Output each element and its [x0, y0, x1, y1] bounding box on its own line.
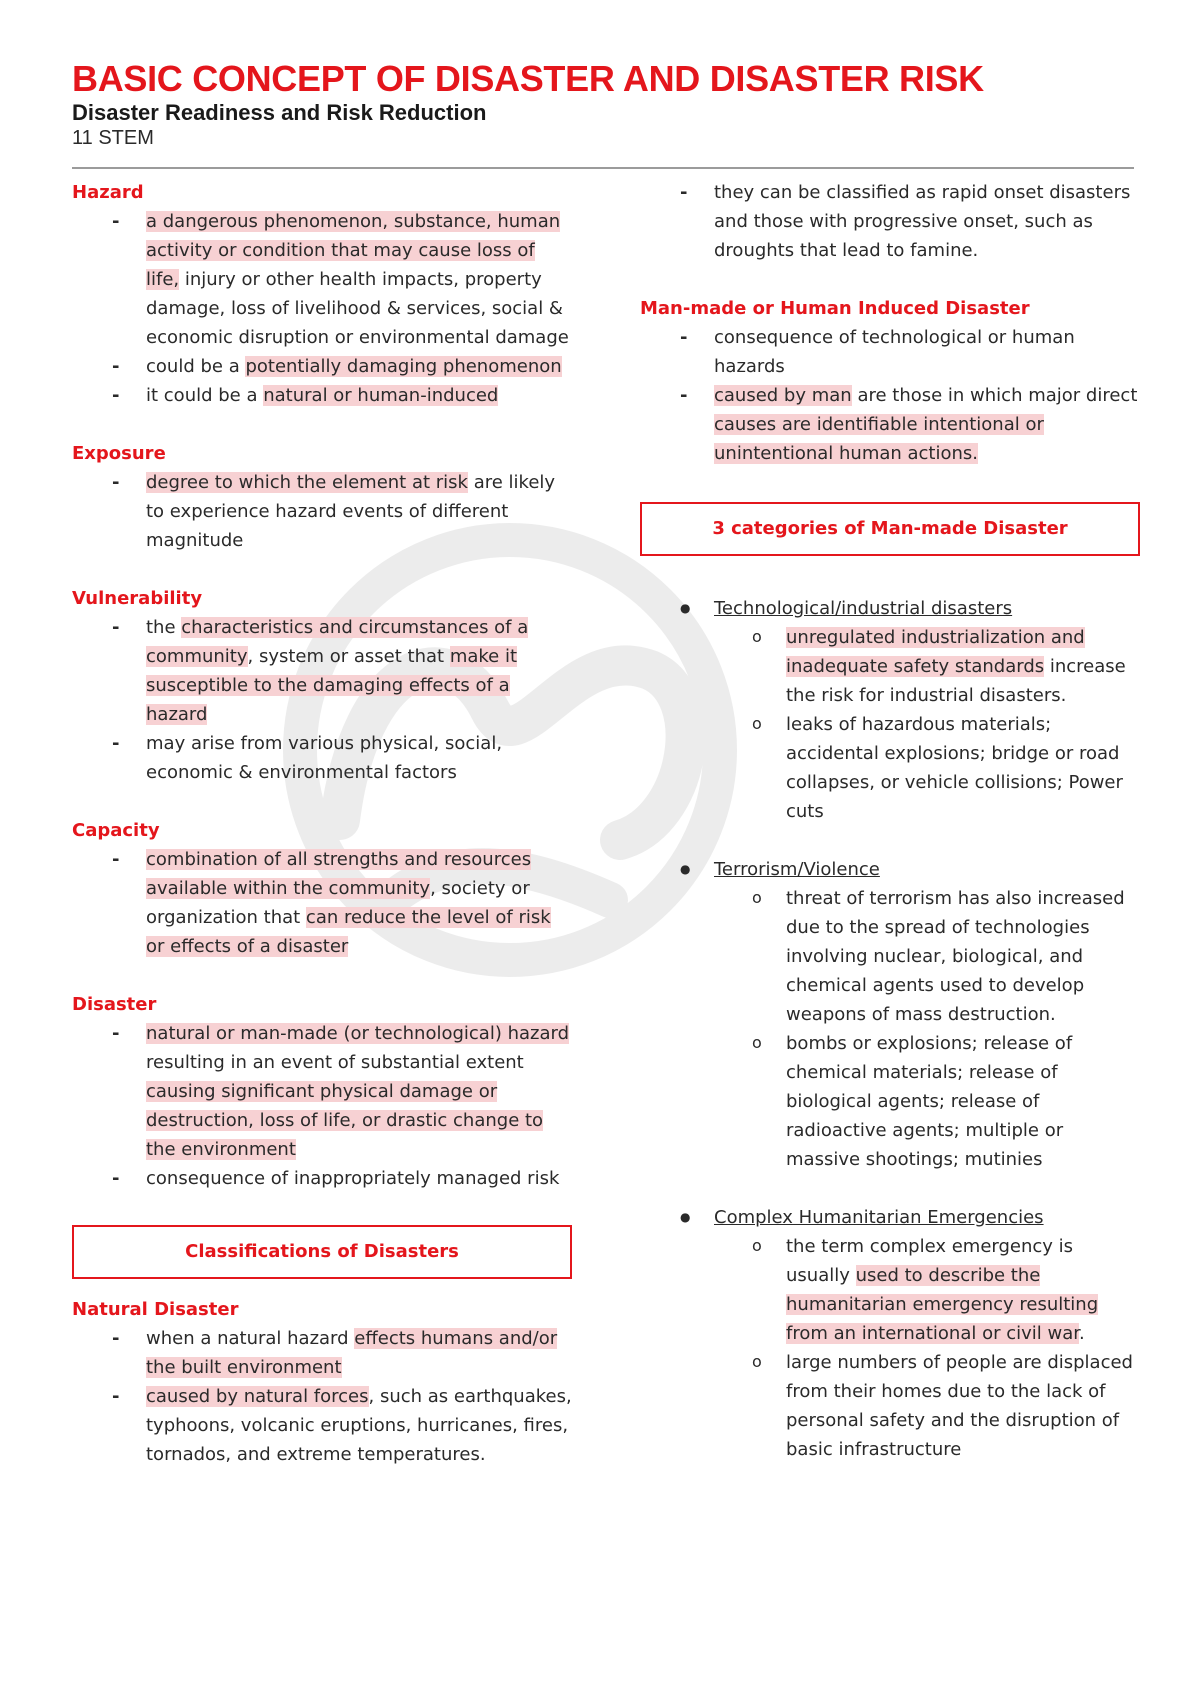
text: injury or other health impacts, property damage, loss of livelihood & services, social & economic disruption or environmental damage — [146, 269, 569, 348]
highlighted-text: used to describe the humanitarian emergency resulting from an international or civil war — [786, 1265, 1099, 1344]
document-header — [72, 58, 1132, 150]
category-item-complex-emergencies — [640, 1203, 1140, 1232]
highlighted-text: degree to which the element at risk — [146, 472, 468, 493]
highlighted-text: causing significant physical damage or destruction, loss of life, or drastic change to the environment — [146, 1081, 544, 1160]
section-title-man-made-disaster: Man-made or Human Induced Disaster — [640, 298, 1030, 319]
highlighted-text: caused by man — [714, 385, 852, 406]
text: threat of terrorism has also increased due to the spread of technologies involving nuclear, biological, and chemical agents used to develop weapons of mass destruction. — [786, 888, 1125, 1025]
highlighted-text: unregulated industrialization and inadequate safety standards — [786, 627, 1085, 677]
list-item — [640, 323, 1140, 381]
text: may arise from various physical, social, economic & environmental factors — [146, 733, 503, 783]
text: consequence of technological or human hazards — [714, 327, 1075, 377]
list-item — [640, 178, 1140, 265]
text: could be a — [146, 356, 246, 377]
list-item — [72, 1324, 572, 1382]
text: are likely to experience hazard events of different magnitude — [146, 472, 556, 551]
technological-sublist — [640, 623, 1140, 826]
list-item — [72, 352, 572, 381]
category-title: Terrorism/Violence — [714, 859, 880, 880]
section-title-capacity: Capacity — [72, 820, 160, 841]
list-item — [72, 1019, 572, 1164]
list-item — [640, 1029, 1140, 1174]
category-list — [640, 855, 1140, 884]
text: they can be classified as rapid onset disasters and those with progressive onset, such as droughts that lead to famine. — [714, 182, 1131, 261]
text: increase the risk for industrial disasters. — [786, 656, 1126, 706]
classifications-box: Classifications of Disasters — [72, 1225, 572, 1279]
category-item-terrorism — [640, 855, 1140, 884]
section-title-hazard: Hazard — [72, 182, 144, 203]
highlighted-text: natural or man-made (or technological) hazard — [146, 1023, 569, 1044]
text: . — [1078, 1323, 1085, 1344]
list-item — [640, 884, 1140, 1029]
man-made-disaster-list — [640, 323, 1140, 468]
text: it could be a — [146, 385, 264, 406]
highlighted-text: caused by natural forces — [146, 1386, 369, 1407]
document-title: BASIC CONCEPT OF DISASTER AND DISASTER RISK — [72, 58, 984, 99]
disaster-list — [72, 1019, 572, 1193]
document-subtitle: Disaster Readiness and Risk Reduction — [72, 100, 487, 125]
list-item — [640, 381, 1140, 468]
text: large numbers of people are displaced from their homes due to the lack of personal safety and the disruption of basic infrastructure — [786, 1352, 1133, 1460]
category-item-technological — [640, 594, 1140, 623]
list-item — [640, 710, 1140, 826]
list-item — [640, 1348, 1140, 1464]
terrorism-sublist — [640, 884, 1140, 1174]
vulnerability-list — [72, 613, 572, 787]
highlighted-text: effects humans and/or the built environment — [146, 1328, 558, 1378]
header-divider — [72, 167, 1134, 169]
list-item — [640, 623, 1140, 710]
list-item — [72, 207, 572, 352]
text: resulting in an event of substantial extent — [146, 1052, 524, 1073]
highlighted-text: causes are identifiable intentional or unintentional human actions. — [714, 414, 1044, 464]
highlighted-text: make it susceptible to the damaging effects of a hazard — [146, 646, 518, 725]
list-item — [72, 1164, 572, 1193]
highlighted-text: a dangerous phenomenon, substance, human activity or condition that may cause loss of life, — [146, 211, 561, 290]
exposure-list — [72, 468, 572, 555]
text: when a natural hazard — [146, 1328, 355, 1349]
list-item — [72, 381, 572, 410]
complex-emergencies-sublist — [640, 1232, 1140, 1464]
left-column — [72, 178, 572, 1469]
category-title: Complex Humanitarian Emergencies — [714, 1207, 1044, 1228]
section-title-vulnerability: Vulnerability — [72, 588, 203, 609]
capacity-list — [72, 845, 572, 961]
highlighted-text: combination of all strengths and resources available within the community — [146, 849, 532, 899]
list-item — [72, 468, 572, 555]
section-title-exposure: Exposure — [72, 443, 166, 464]
section-title-natural-disaster: Natural Disaster — [72, 1299, 239, 1320]
list-item — [640, 1232, 1140, 1348]
category-list — [640, 1203, 1140, 1232]
list-item — [72, 1382, 572, 1469]
highlighted-text: characteristics and circumstances of a community — [146, 617, 529, 667]
highlighted-text: natural or human-induced — [263, 385, 499, 406]
natural-disaster-list-continued — [640, 178, 1140, 265]
list-item — [72, 729, 572, 787]
category-list — [640, 594, 1140, 623]
natural-disaster-list — [72, 1324, 572, 1469]
text: , system or asset that — [247, 646, 450, 667]
text: bombs or explosions; release of chemical materials; release of biological agents; release of radioactive agents; multiple or massive shootings; mutinies — [786, 1033, 1073, 1170]
category-title: Technological/industrial disasters — [714, 598, 1013, 619]
text: the term complex emergency is usually — [786, 1236, 1074, 1286]
text: , society or organization that — [146, 878, 530, 928]
right-column — [640, 178, 1140, 1464]
highlighted-text: potentially damaging phenomenon — [245, 356, 562, 377]
highlighted-text: can reduce the level of risk or effects of a disaster — [146, 907, 551, 957]
list-item — [72, 613, 572, 729]
categories-box: 3 categories of Man-made Disaster — [640, 502, 1140, 556]
list-item — [72, 845, 572, 961]
text: are those in which major direct — [851, 385, 1138, 406]
hazard-list — [72, 207, 572, 410]
text: , such as earthquakes, typhoons, volcanic eruptions, hurricanes, fires, tornados, and extreme temperatures. — [146, 1386, 572, 1465]
text: leaks of hazardous materials; accidental explosions; bridge or road collapses, or vehicle collisions; Power cuts — [786, 714, 1123, 822]
text: the — [146, 617, 182, 638]
section-title-disaster: Disaster — [72, 994, 157, 1015]
grade-label: 11 STEM — [72, 127, 154, 149]
text: consequence of inappropriately managed risk — [146, 1168, 560, 1189]
